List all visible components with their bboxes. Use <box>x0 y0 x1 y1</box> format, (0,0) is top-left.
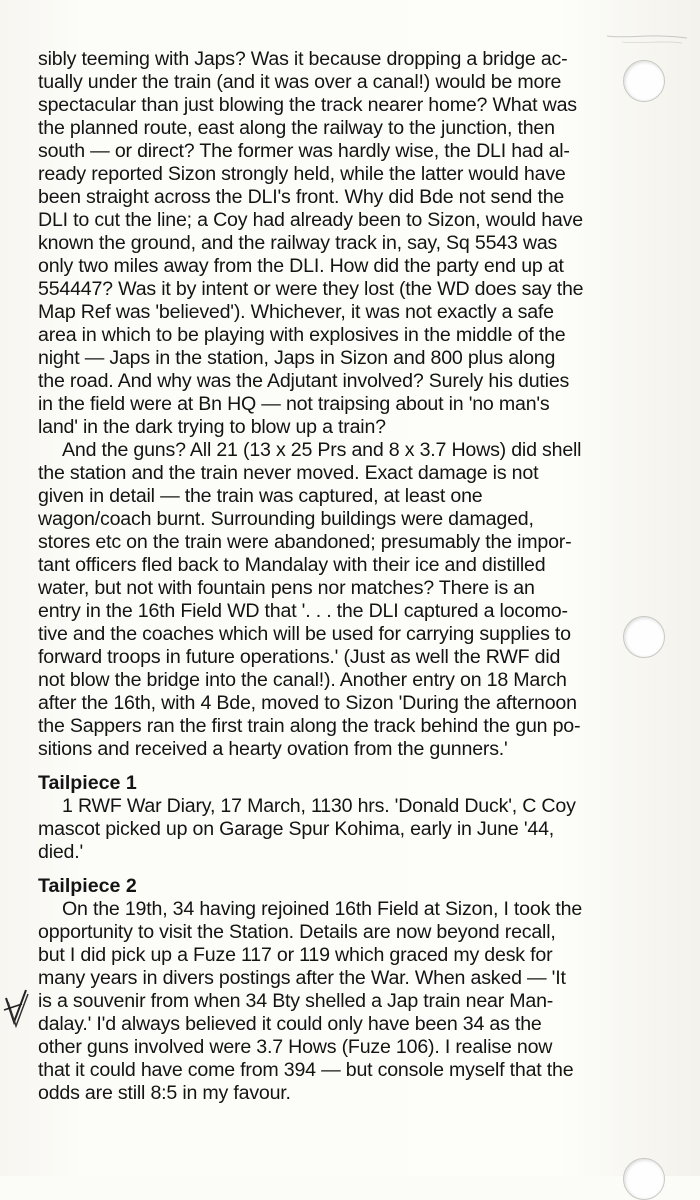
text-line: land' in the dark trying to blow up a train? <box>38 416 386 438</box>
text-line: not blow the bridge into the canal!). Another entry on 18 March <box>38 669 567 691</box>
text-line: dalay.' I'd always believed it could only have been 34 as the <box>38 1013 542 1035</box>
text-line: been straight across the DLI's front. Why did Bde not send the <box>38 186 565 208</box>
text-line: after the 16th, with 4 Bde, moved to Sizon 'During the afternoon <box>38 692 577 714</box>
tailpiece-2-text <box>38 898 658 1105</box>
text-line: south — or direct? The former was hardly wise, the DLI had al- <box>38 140 570 162</box>
text-line: And the guns? All 21 (13 x 25 Prs and 8 x 3.7 Hows) did shell <box>62 439 582 461</box>
text-line: tually under the train (and it was over a canal!) would be more <box>38 71 562 93</box>
text-line: wagon/coach burnt. Surrounding buildings were damaged, <box>38 508 534 530</box>
text-line: area in which to be playing with explosives in the middle of the <box>38 324 566 346</box>
text-line: but I did pick up a Fuze 117 or 119 which graced my desk for <box>38 944 553 966</box>
tailpiece-1-text <box>38 795 658 864</box>
text-line: many years in divers postings after the War. When asked — 'It <box>38 967 566 989</box>
text-line: tive and the coaches which will be used for carrying supplies to <box>38 623 571 645</box>
text-line: sibly teeming with Japs? Was it because dropping a bridge ac- <box>38 48 568 70</box>
text-line: the planned route, east along the railway to the junction, then <box>38 117 555 139</box>
text-line: only two miles away from the DLI. How did the party end up at <box>38 255 564 277</box>
text-line: given in detail — the train was captured, at least one <box>38 485 483 507</box>
punch-hole-bottom <box>623 1158 665 1200</box>
text-line: in the field were at Bn HQ — not traipsing about in 'no man's <box>38 393 550 415</box>
text-line: that it could have come from 394 — but console myself that the <box>38 1059 574 1081</box>
text-line: 1 RWF War Diary, 17 March, 1130 hrs. 'Donald Duck', C Coy <box>62 795 576 817</box>
tailpiece-1-heading: Tailpiece 1 <box>38 772 137 794</box>
text-column <box>38 48 658 1105</box>
text-line: is a souvenir from when 34 Bty shelled a Jap train near Man- <box>38 990 554 1012</box>
text-line: night — Japs in the station, Japs in Sizon and 800 plus along <box>38 347 556 369</box>
text-line: water, but not with fountain pens nor matches? There is an <box>38 577 535 599</box>
text-line: the station and the train never moved. Exact damage is not <box>38 462 539 484</box>
handwritten-tick-mark <box>2 988 30 1028</box>
text-line: tant officers fled back to Mandalay with their ice and distilled <box>38 554 546 576</box>
text-line: spectacular than just blowing the track nearer home? What was <box>38 94 577 116</box>
text-line: DLI to cut the line; a Coy had already been to Sizon, would have <box>38 209 583 231</box>
text-line: the Sappers ran the first train along the track behind the gun po- <box>38 715 581 737</box>
text-line: mascot picked up on Garage Spur Kohima, early in June '44, <box>38 818 555 840</box>
text-line: entry in the 16th Field WD that '. . . the DLI captured a locomo- <box>38 600 568 622</box>
tailpiece-2-heading: Tailpiece 2 <box>38 875 137 897</box>
text-line: sitions and received a hearty ovation from the gunners.' <box>38 738 508 760</box>
text-line: other guns involved were 3.7 Hows (Fuze 106). I realise now <box>38 1036 553 1058</box>
text-line: odds are still 8:5 in my favour. <box>38 1082 291 1104</box>
text-line: ready reported Sizon strongly held, while the latter would have <box>38 163 566 185</box>
corner-pencil-mark <box>602 30 692 50</box>
text-line: died.' <box>38 841 84 863</box>
text-line: known the ground, and the railway track in, say, Sq 5543 was <box>38 232 558 254</box>
text-line: opportunity to visit the Station. Details are now beyond recall, <box>38 921 556 943</box>
paragraph-guns <box>38 439 658 761</box>
text-line: the road. And why was the Adjutant involved? Surely his duties <box>38 370 570 392</box>
paragraph-main <box>38 48 658 439</box>
text-line: stores etc on the train were abandoned; presumably the impor- <box>38 531 572 553</box>
text-line: forward troops in future operations.' (Just as well the RWF did <box>38 646 561 668</box>
text-line: 554447? Was it by intent or were they lost (the WD does say the <box>38 278 584 300</box>
text-line: On the 19th, 34 having rejoined 16th Field at Sizon, I took the <box>62 898 583 920</box>
text-line: Map Ref was 'believed'). Whichever, it was not exactly a safe <box>38 301 554 323</box>
